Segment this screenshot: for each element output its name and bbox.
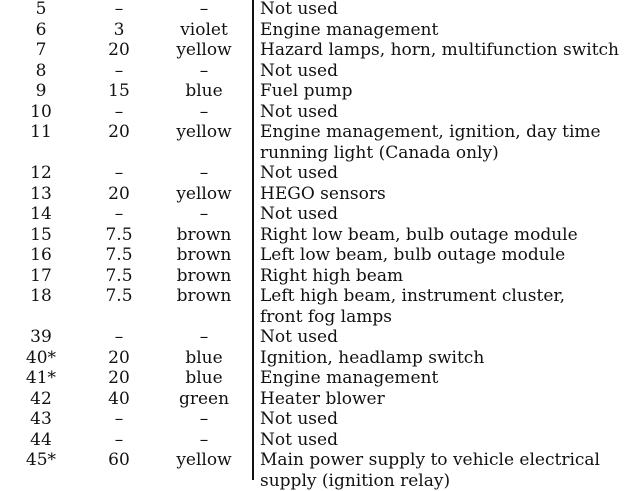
description-line: Not used	[260, 327, 632, 348]
table-row	[0, 20, 640, 41]
table-row	[0, 225, 640, 246]
fuse-number: 43	[0, 409, 82, 430]
table-row	[0, 163, 640, 184]
fuse-amperage: –	[82, 102, 156, 123]
fuse-color: green	[156, 389, 252, 410]
table-row	[0, 389, 640, 410]
fuse-amperage: 15	[82, 81, 156, 102]
fuse-description	[252, 450, 632, 491]
description-line: Not used	[260, 204, 632, 225]
fuse-description	[252, 389, 632, 410]
fuse-color: –	[156, 327, 252, 348]
description-line: Not used	[260, 163, 632, 184]
fuse-color: –	[156, 430, 252, 451]
fuse-amperage: –	[82, 409, 156, 430]
fuse-amperage: 7.5	[82, 286, 156, 307]
fuse-color: blue	[156, 81, 252, 102]
fuse-number: 6	[0, 20, 82, 41]
fuse-amperage: –	[82, 204, 156, 225]
description-line: Engine management, ignition, day time	[260, 122, 632, 143]
description-line: Ignition, headlamp switch	[260, 348, 632, 369]
fuse-amperage: 20	[82, 368, 156, 389]
description-line: running light (Canada only)	[260, 143, 632, 164]
fuse-amperage: 20	[82, 122, 156, 143]
fuse-amperage: 40	[82, 389, 156, 410]
fuse-description	[252, 266, 632, 287]
description-line: Not used	[260, 430, 632, 451]
fuse-number: 7	[0, 40, 82, 61]
fuse-color: brown	[156, 225, 252, 246]
table-row	[0, 81, 640, 102]
fuse-color: yellow	[156, 122, 252, 143]
fuse-number: 8	[0, 61, 82, 82]
description-line: Left low beam, bulb outage module	[260, 245, 632, 266]
fuse-amperage: 60	[82, 450, 156, 471]
fuse-amperage: 20	[82, 40, 156, 61]
table-row	[0, 327, 640, 348]
fuse-number: 40*	[0, 348, 82, 369]
table-row	[0, 430, 640, 451]
fuse-description	[252, 163, 632, 184]
description-line: Hazard lamps, horn, multifunction switch	[260, 40, 632, 61]
fuse-color: violet	[156, 20, 252, 41]
table-row	[0, 266, 640, 287]
fuse-description	[252, 225, 632, 246]
table-row	[0, 40, 640, 61]
description-line: Not used	[260, 0, 632, 20]
fuse-number: 41*	[0, 368, 82, 389]
description-line: Engine management	[260, 20, 632, 41]
description-line: Fuel pump	[260, 81, 632, 102]
fuse-number: 45*	[0, 450, 82, 471]
description-line: Main power supply to vehicle electrical	[260, 450, 632, 471]
fuse-color: yellow	[156, 40, 252, 61]
table-row	[0, 61, 640, 82]
fuse-color: yellow	[156, 450, 252, 471]
fuse-number: 42	[0, 389, 82, 410]
fuse-number: 18	[0, 286, 82, 307]
fuse-number: 10	[0, 102, 82, 123]
table-row	[0, 204, 640, 225]
fuse-description	[252, 430, 632, 451]
fuse-number: 11	[0, 122, 82, 143]
fuse-color: –	[156, 61, 252, 82]
fuse-description	[252, 40, 632, 61]
fuse-amperage: 20	[82, 184, 156, 205]
fuse-amperage: 7.5	[82, 225, 156, 246]
fuse-amperage: 7.5	[82, 266, 156, 287]
fuse-amperage: 3	[82, 20, 156, 41]
fuse-description	[252, 0, 632, 20]
fuse-description	[252, 286, 632, 327]
table-row	[0, 0, 640, 20]
fuse-amperage: 7.5	[82, 245, 156, 266]
fuse-color: –	[156, 102, 252, 123]
fuse-description	[252, 61, 632, 82]
table-row	[0, 348, 640, 369]
fuse-color: blue	[156, 348, 252, 369]
fuse-description	[252, 348, 632, 369]
description-line: Right low beam, bulb outage module	[260, 225, 632, 246]
fuse-description	[252, 122, 632, 163]
table-row	[0, 286, 640, 327]
fuse-color: –	[156, 163, 252, 184]
description-line: HEGO sensors	[260, 184, 632, 205]
fuse-description	[252, 204, 632, 225]
description-line: Right high beam	[260, 266, 632, 287]
fuse-amperage: –	[82, 0, 156, 20]
table-row	[0, 245, 640, 266]
fuse-description	[252, 245, 632, 266]
description-line: Not used	[260, 409, 632, 430]
fuse-description	[252, 20, 632, 41]
fuse-color: yellow	[156, 184, 252, 205]
fuse-color: brown	[156, 266, 252, 287]
fuse-color: –	[156, 409, 252, 430]
description-line: supply (ignition relay)	[260, 471, 632, 491]
fuse-description	[252, 102, 632, 123]
fuse-number: 12	[0, 163, 82, 184]
fuse-number: 13	[0, 184, 82, 205]
fuse-number: 9	[0, 81, 82, 102]
fuse-amperage: –	[82, 163, 156, 184]
fuse-description	[252, 327, 632, 348]
fuse-color: blue	[156, 368, 252, 389]
description-line: Not used	[260, 102, 632, 123]
table-row	[0, 450, 640, 491]
table-row	[0, 409, 640, 430]
description-line: Left high beam, instrument cluster,	[260, 286, 632, 307]
fuse-amperage: 20	[82, 348, 156, 369]
description-line: Engine management	[260, 368, 632, 389]
table-row	[0, 102, 640, 123]
description-line: Not used	[260, 61, 632, 82]
fuse-number: 39	[0, 327, 82, 348]
fuse-color: –	[156, 0, 252, 20]
fuse-description	[252, 184, 632, 205]
fuse-number: 16	[0, 245, 82, 266]
table-row	[0, 368, 640, 389]
description-line: front fog lamps	[260, 307, 632, 328]
fuse-amperage: –	[82, 61, 156, 82]
fuse-number: 15	[0, 225, 82, 246]
table-row	[0, 184, 640, 205]
fuse-number: 17	[0, 266, 82, 287]
fuse-number: 44	[0, 430, 82, 451]
fuse-description	[252, 409, 632, 430]
fuse-color: –	[156, 204, 252, 225]
fuse-amperage: –	[82, 430, 156, 451]
fuse-description	[252, 81, 632, 102]
fuse-color: brown	[156, 286, 252, 307]
table-row	[0, 122, 640, 163]
description-line: Heater blower	[260, 389, 632, 410]
fuse-number: 14	[0, 204, 82, 225]
fuse-amperage: –	[82, 327, 156, 348]
fuse-number: 5	[0, 0, 82, 20]
fuse-color: brown	[156, 245, 252, 266]
fuse-description	[252, 368, 632, 389]
